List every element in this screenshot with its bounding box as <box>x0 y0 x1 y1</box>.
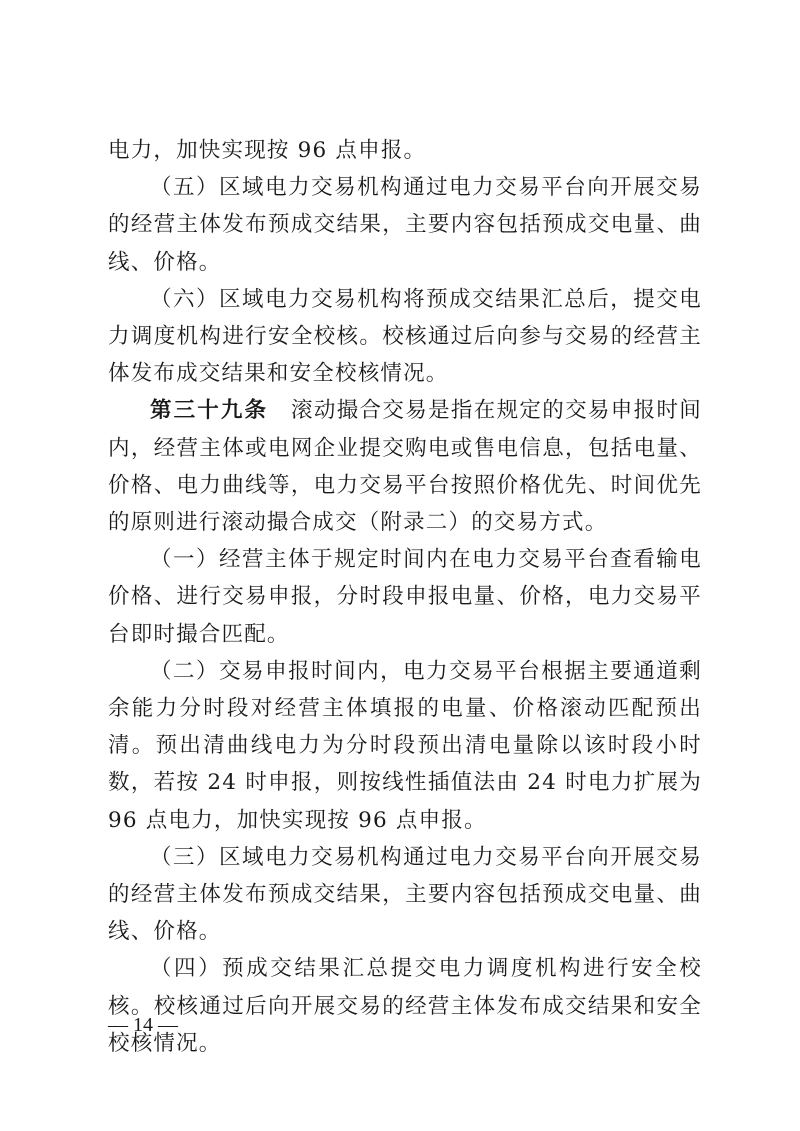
article-heading: 第三十九条 <box>150 398 269 424</box>
article-body: 滚动撮合交易是指在规定的交易申报时间内，经营主体或电网企业提交购电或售电信息，包括电量、价格、电力曲线等，电力交易平台按照价格优先、时间优先的原则进行滚动撮合成交（附录二）的交易方式。 <box>108 398 702 536</box>
document-body <box>108 132 702 1062</box>
paragraph-item-6: （六）区域电力交易机构将预成交结果汇总后，提交电力调度机构进行安全校核。校核通过后向参与交易的经营主体发布成交结果和安全校核情况。 <box>108 286 702 387</box>
page-number: — 14 — <box>108 1014 178 1036</box>
paragraph-item-3: （三）区域电力交易机构通过电力交易平台向开展交易的经营主体发布预成交结果，主要内容包括预成交电量、曲线、价格。 <box>108 844 702 945</box>
paragraph-item-5: （五）区域电力交易机构通过电力交易平台向开展交易的经营主体发布预成交结果，主要内容包括预成交电量、曲线、价格。 <box>108 175 702 275</box>
paragraph-item-2: （二）交易申报时间内，电力交易平台根据主要通道剩余能力分时段对经营主体填报的电量、价格滚动匹配预出清。预出清曲线电力为分时段预出清电量除以该时段小时数，若按 24 时申报，则按线性插值法由 24 时电力扩展为 96 点电力，加快实现按 96 点申报。 <box>108 658 702 833</box>
paragraph-item-1: （一）经营主体于规定时间内在电力交易平台查看输电价格、进行交易申报，分时段申报电量、价格，电力交易平台即时撮合匹配。 <box>108 547 702 647</box>
paragraph-continuation: 电力，加快实现按 96 点申报。 <box>108 138 427 163</box>
paragraph-article-39 <box>108 392 702 541</box>
paragraph-item-4: （四）预成交结果汇总提交电力调度机构进行安全校核。校核通过后向开展交易的经营主体发布成交结果和安全校核情况。 <box>108 956 702 1056</box>
